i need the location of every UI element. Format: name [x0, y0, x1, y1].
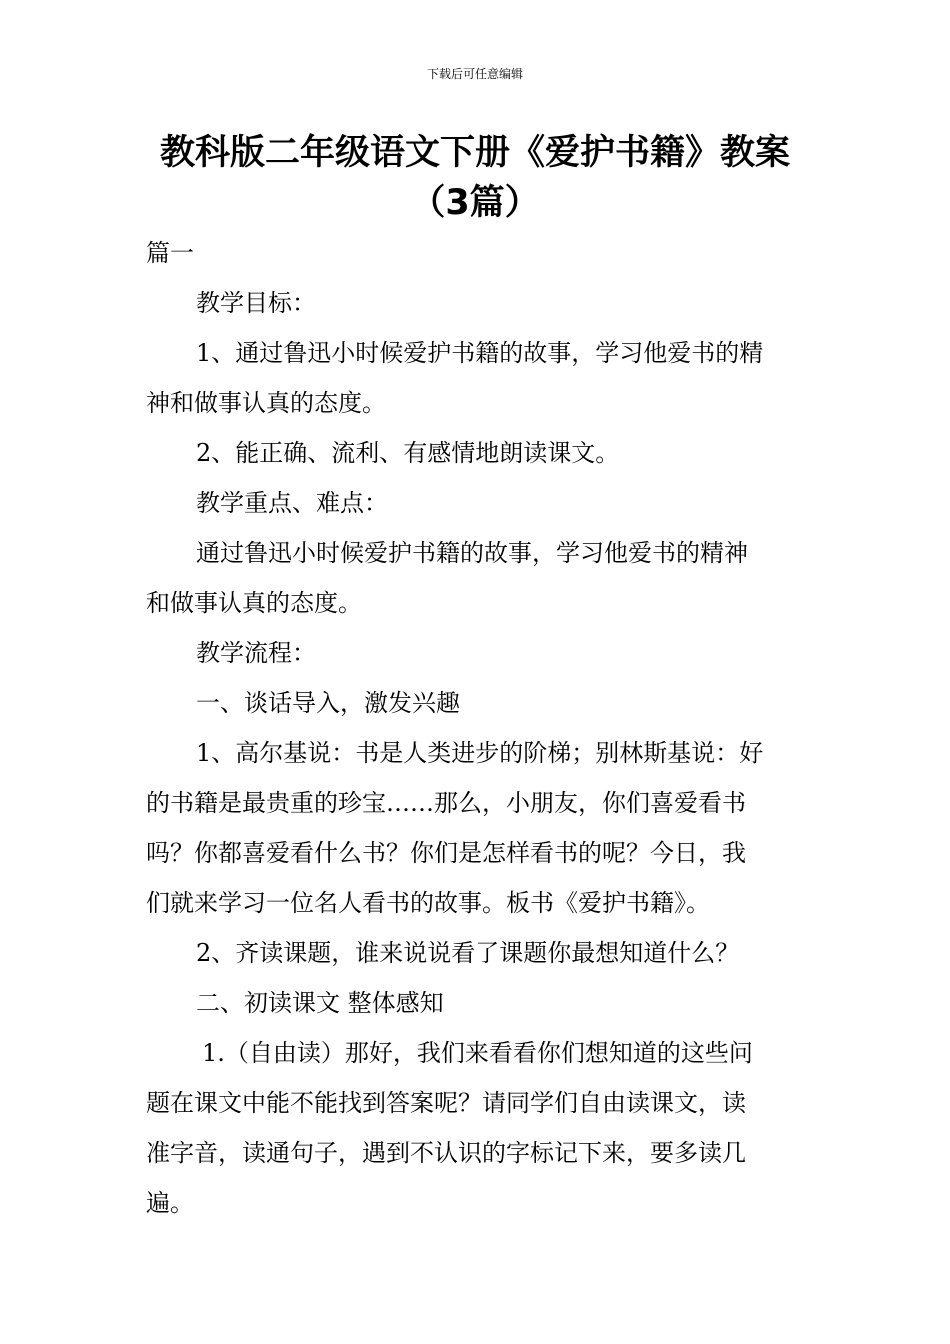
section-heading: 篇一 [146, 239, 194, 267]
document-title-line-1: 教科版二年级语文下册《爱护书籍》教案 [159, 133, 790, 173]
paragraph-line: 教学重点、难点： [196, 489, 388, 517]
paragraph-line: 一、谈话导入，激发兴趣 [196, 689, 460, 717]
header-note: 下载后可任意编辑 [426, 67, 523, 81]
paragraph-line: 通过鲁迅小时候爱护书籍的故事，学习他爱书的精神 [196, 539, 748, 567]
paragraph-line: 2、齐读课题，谁来说说看了课题你最想知道什么？ [196, 939, 740, 967]
paragraph-line: 1、高尔基说：书是人类进步的阶梯；别林斯基说：好 [196, 739, 764, 767]
paragraph-line: 教学目标： [196, 289, 316, 317]
paragraph-line: 神和做事认真的态度。 [146, 389, 386, 417]
paragraph-line: 和做事认真的态度。 [146, 589, 362, 617]
paragraph-line: 吗？你都喜爱看什么书？你们是怎样看书的呢？今日，我 [146, 839, 746, 867]
document-body [146, 228, 806, 1228]
paragraph-line: 2、能正确、流利、有感情地朗读课文。 [196, 439, 620, 467]
paragraph-line: 准字音，读通句子，遇到不认识的字标记下来，要多读几 [146, 1139, 746, 1167]
paragraph-line: 二、初读课文 整体感知 [196, 989, 444, 1017]
paragraph-line: 的书籍是最贵重的珍宝……那么，小朋友，你们喜爱看书 [146, 789, 746, 817]
paragraph-line: 教学流程： [196, 639, 316, 667]
paragraph-line: 1.（自由读）那好，我们来看看你们想知道的这些问 [202, 1039, 753, 1067]
paragraph-line: 遍。 [146, 1189, 194, 1217]
paragraph-line: 们就来学习一位名人看书的故事。板书《爱护书籍》。 [146, 889, 710, 917]
paragraph-line: 题在课文中能不能找到答案呢？请同学们自由读课文，读 [146, 1089, 746, 1117]
document-title-line-2: （3篇） [410, 183, 540, 223]
paragraph-line: 1、通过鲁迅小时候爱护书籍的故事，学习他爱书的精 [196, 339, 764, 367]
